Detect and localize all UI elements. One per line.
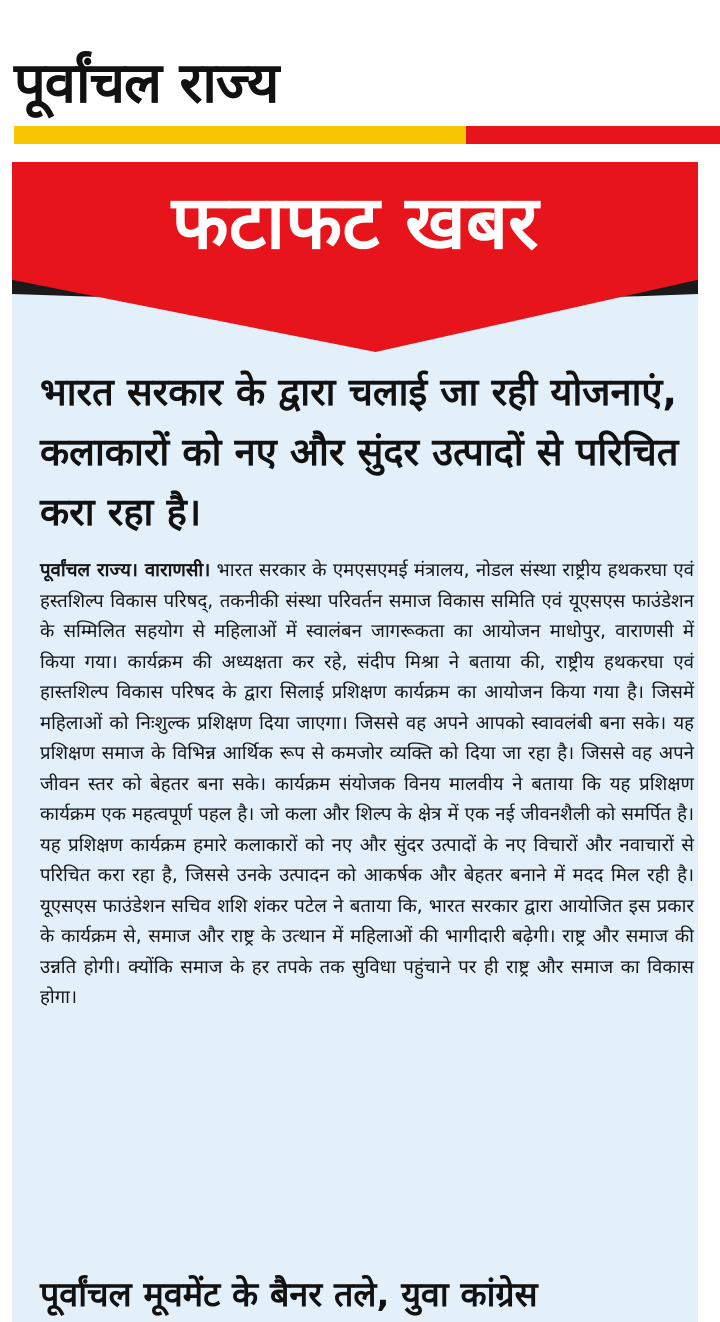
masthead-title: पूर्वांचल राज्य [14,51,279,116]
masthead-rule-yellow [14,126,466,144]
article-headline: भारत सरकार के द्वारा चलाई जा रही योजनाएं, कलाकारों को नए और सुंदर उत्पादों से परिचित करा रहा है। [40,370,679,534]
article-body [40,556,694,1014]
masthead-rule-red [466,126,720,144]
next-article-headline: पूर्वांचल मूवमेंट के बैनर तले, युवा कांग्रेस [40,1275,538,1315]
article-dateline: पूर्वांचल राज्य। वाराणसी। [40,560,211,581]
article-body-text: भारत सरकार के एमएसएमई मंत्रालय, नोडल संस्था राष्ट्रीय हथकरघा एवं हस्तशिल्प विकास परिषद्, तकनीकी संस्था परिवर्तन समाज विकास समिति एवं यूएसएस फाउंडेशन के सम्मिलित सहयोग से महिलाओं में स्वालंबन जागरूकता का आयोजन माधोपुर, वाराणसी में किया गया। कार्यक्रम की अध्यक्षता कर रहे, संदीप मिश्रा ने बताया की, राष्ट्रीय हथकरघा एवं हास्तशिल्प विकास परिषद के द्वारा सिलाई प्रशिक्षण कार्यक्रम का आयोजन किया गया है। जिसमें महिलाओं को निःशुल्क प्रशिक्षण दिया जाएगा। जिससे वह अपने आपको स्वावलंबी बना सके। यह प्रशिक्षण समाज के विभिन्न आर्थिक रूप से कमजोर व्यक्ति को दिया जा रहा है। जिससे वह अपने जीवन स्तर को बेहतर बना सके। कार्यक्रम संयोजक विनय मालवीय ने बताया कि यह प्रशिक्षण कार्यक्रम एक महत्वपूर्ण पहल है। जो कला और शिल्प के क्षेत्र में एक नई जीवनशैली को समर्पित है। यह प्रशिक्षण कार्यक्रम हमारे कलाकारों को नए और सुंदर उत्पादों के नए विचारों और नवाचारों से परिचित करा रहा है, जिससे उनके उत्पादन को आकर्षक और बेहतर बनाने में मदद मिल रही है। यूएसएस फाउंडेशन सचिव शशि शंकर पटेल ने बताया कि, भारत सरकार द्वारा आयोजित इस प्रकार के कार्यक्रम से, समाज और राष्ट्र के उत्थान में महिलाओं की भागीदारी बढ़ेगी। राष्ट्र और समाज की उन्नति होगी। क्योंकि समाज के हर तपके तक सुविधा पहुंचाने पर ही राष्ट्र और समाज का विकास होगा। [40,560,694,1008]
section-banner-label: फटाफट खबर [171,180,539,266]
